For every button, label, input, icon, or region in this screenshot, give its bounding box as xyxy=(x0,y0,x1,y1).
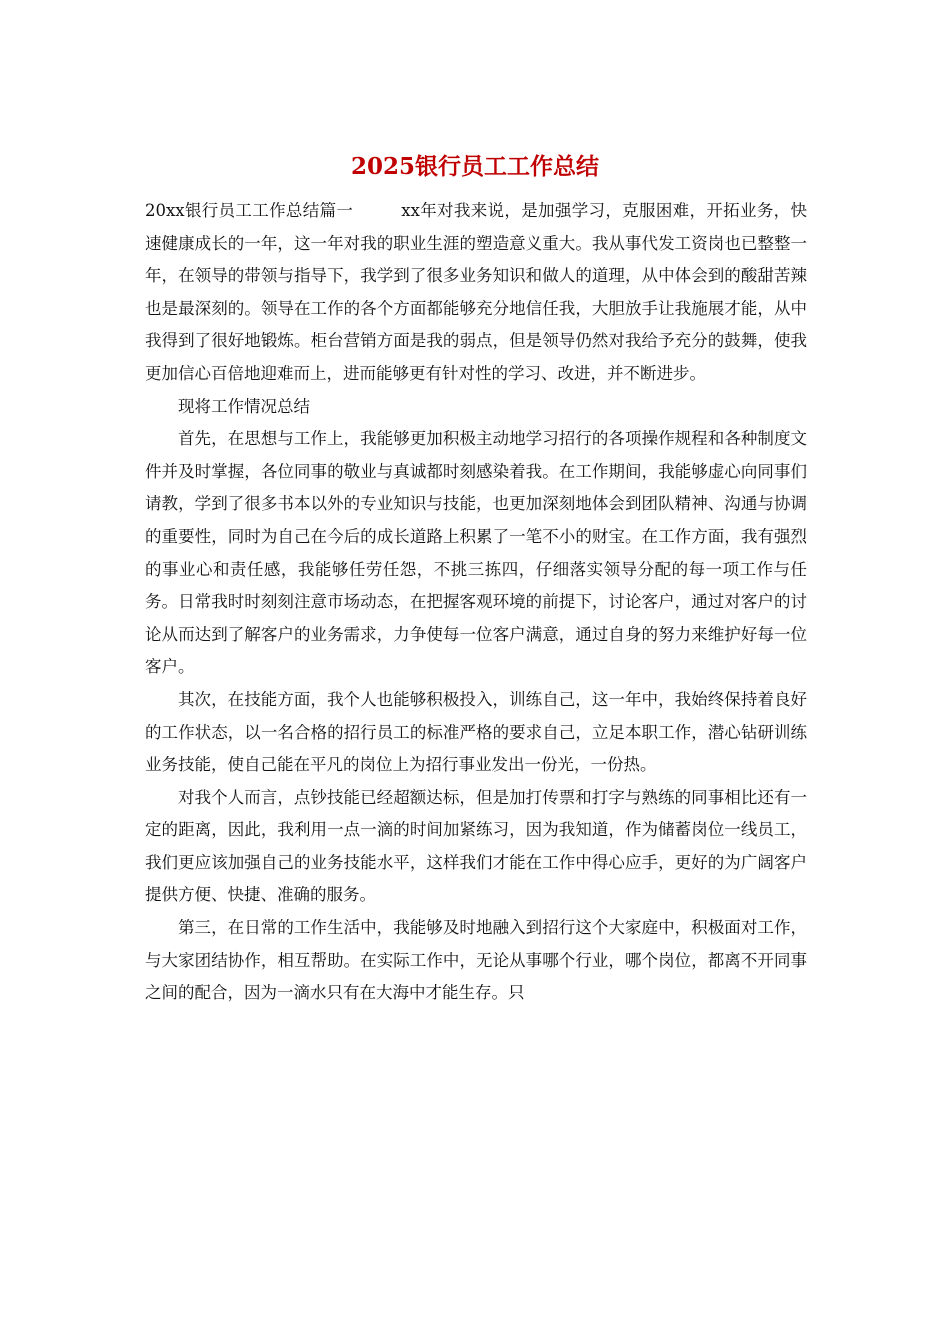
paragraph-lead: 20xx银行员工工作总结篇一 xyxy=(145,201,354,220)
paragraph-personal: 对我个人而言，点钞技能已经超额达标，但是加打传票和打字与熟练的同事相比还有一定的距离，因此，我利用一点一滴的时间加紧练习，因为我知道，作为储蓄岗位一线员工，我们更应该加强自己的业务技能水平，这样我们才能在工作中得心应手，更好的为广阔客户提供方便、快捷、准确的服务。 xyxy=(145,787,807,905)
document-title: 2025银行员工工作总结 xyxy=(350,153,599,180)
document-body xyxy=(145,195,807,1010)
paragraph-summary-heading: 现将工作情况总结 xyxy=(178,396,310,416)
paragraph-second: 其次，在技能方面，我个人也能够积极投入，训练自己，这一年中，我始终保持着良好的工作状态，以一名合格的招行员工的标准严格的要求自己，立足本职工作，潜心钻研训练业务技能，使自己能在平凡的岗位上为招行事业发出一份光，一份热。 xyxy=(145,689,807,775)
paragraph-intro xyxy=(145,195,807,391)
paragraph-first: 首先，在思想与工作上，我能够更加积极主动地学习招行的各项操作规程和各种制度文件并及时掌握，各位同事的敬业与真诚都时刻感染着我。在工作期间，我能够虚心向同事们请教，学到了很多书本以外的专业知识与技能，也更加深刻地体会到团队精神、沟通与协调的重要性，同时为自己在今后的成长道路上积累了一笔不小的财宝。在工作方面，我有强烈的事业心和责任感，我能够任劳任怨，不挑三拣四，仔细落实领导分配的每一项工作与任务。日常我时时刻刻注意市场动态，在把握客观环境的前提下，讨论客户，通过对客户的讨论从而达到了解客户的业务需求，力争使每一位客户满意，通过自身的努力来维护好每一位客户。 xyxy=(145,429,807,677)
paragraph-third: 第三，在日常的工作生活中，我能够及时地融入到招行这个大家庭中，积极面对工作，与大家团结协作，相互帮助。在实际工作中，无论从事哪个行业，哪个岗位，都离不开同事之间的配合，因为一滴水只有在大海中才能生存。只 xyxy=(145,918,807,1003)
paragraph-text: xx年对我来说，是加强学习，克服困难，开拓业务，快速健康成长的一年，这一年对我的职业生涯的塑造意义重大。我从事代发工资岗也已整整一年，在领导的带领与指导下，我学到了很多业务知识和做人的道理，从中体会到的酸甜苦辣也是最深刻的。领导在工作的各个方面都能够充分地信任我，大胆放手让我施展才能，从中我得到了很好地锻炼。柜台营销方面是我的弱点，但是领导仍然对我给予充分的鼓舞，使我更加信心百倍地迎难而上，进而能够更有针对性的学习、改进，并不断进步。 xyxy=(145,201,807,383)
